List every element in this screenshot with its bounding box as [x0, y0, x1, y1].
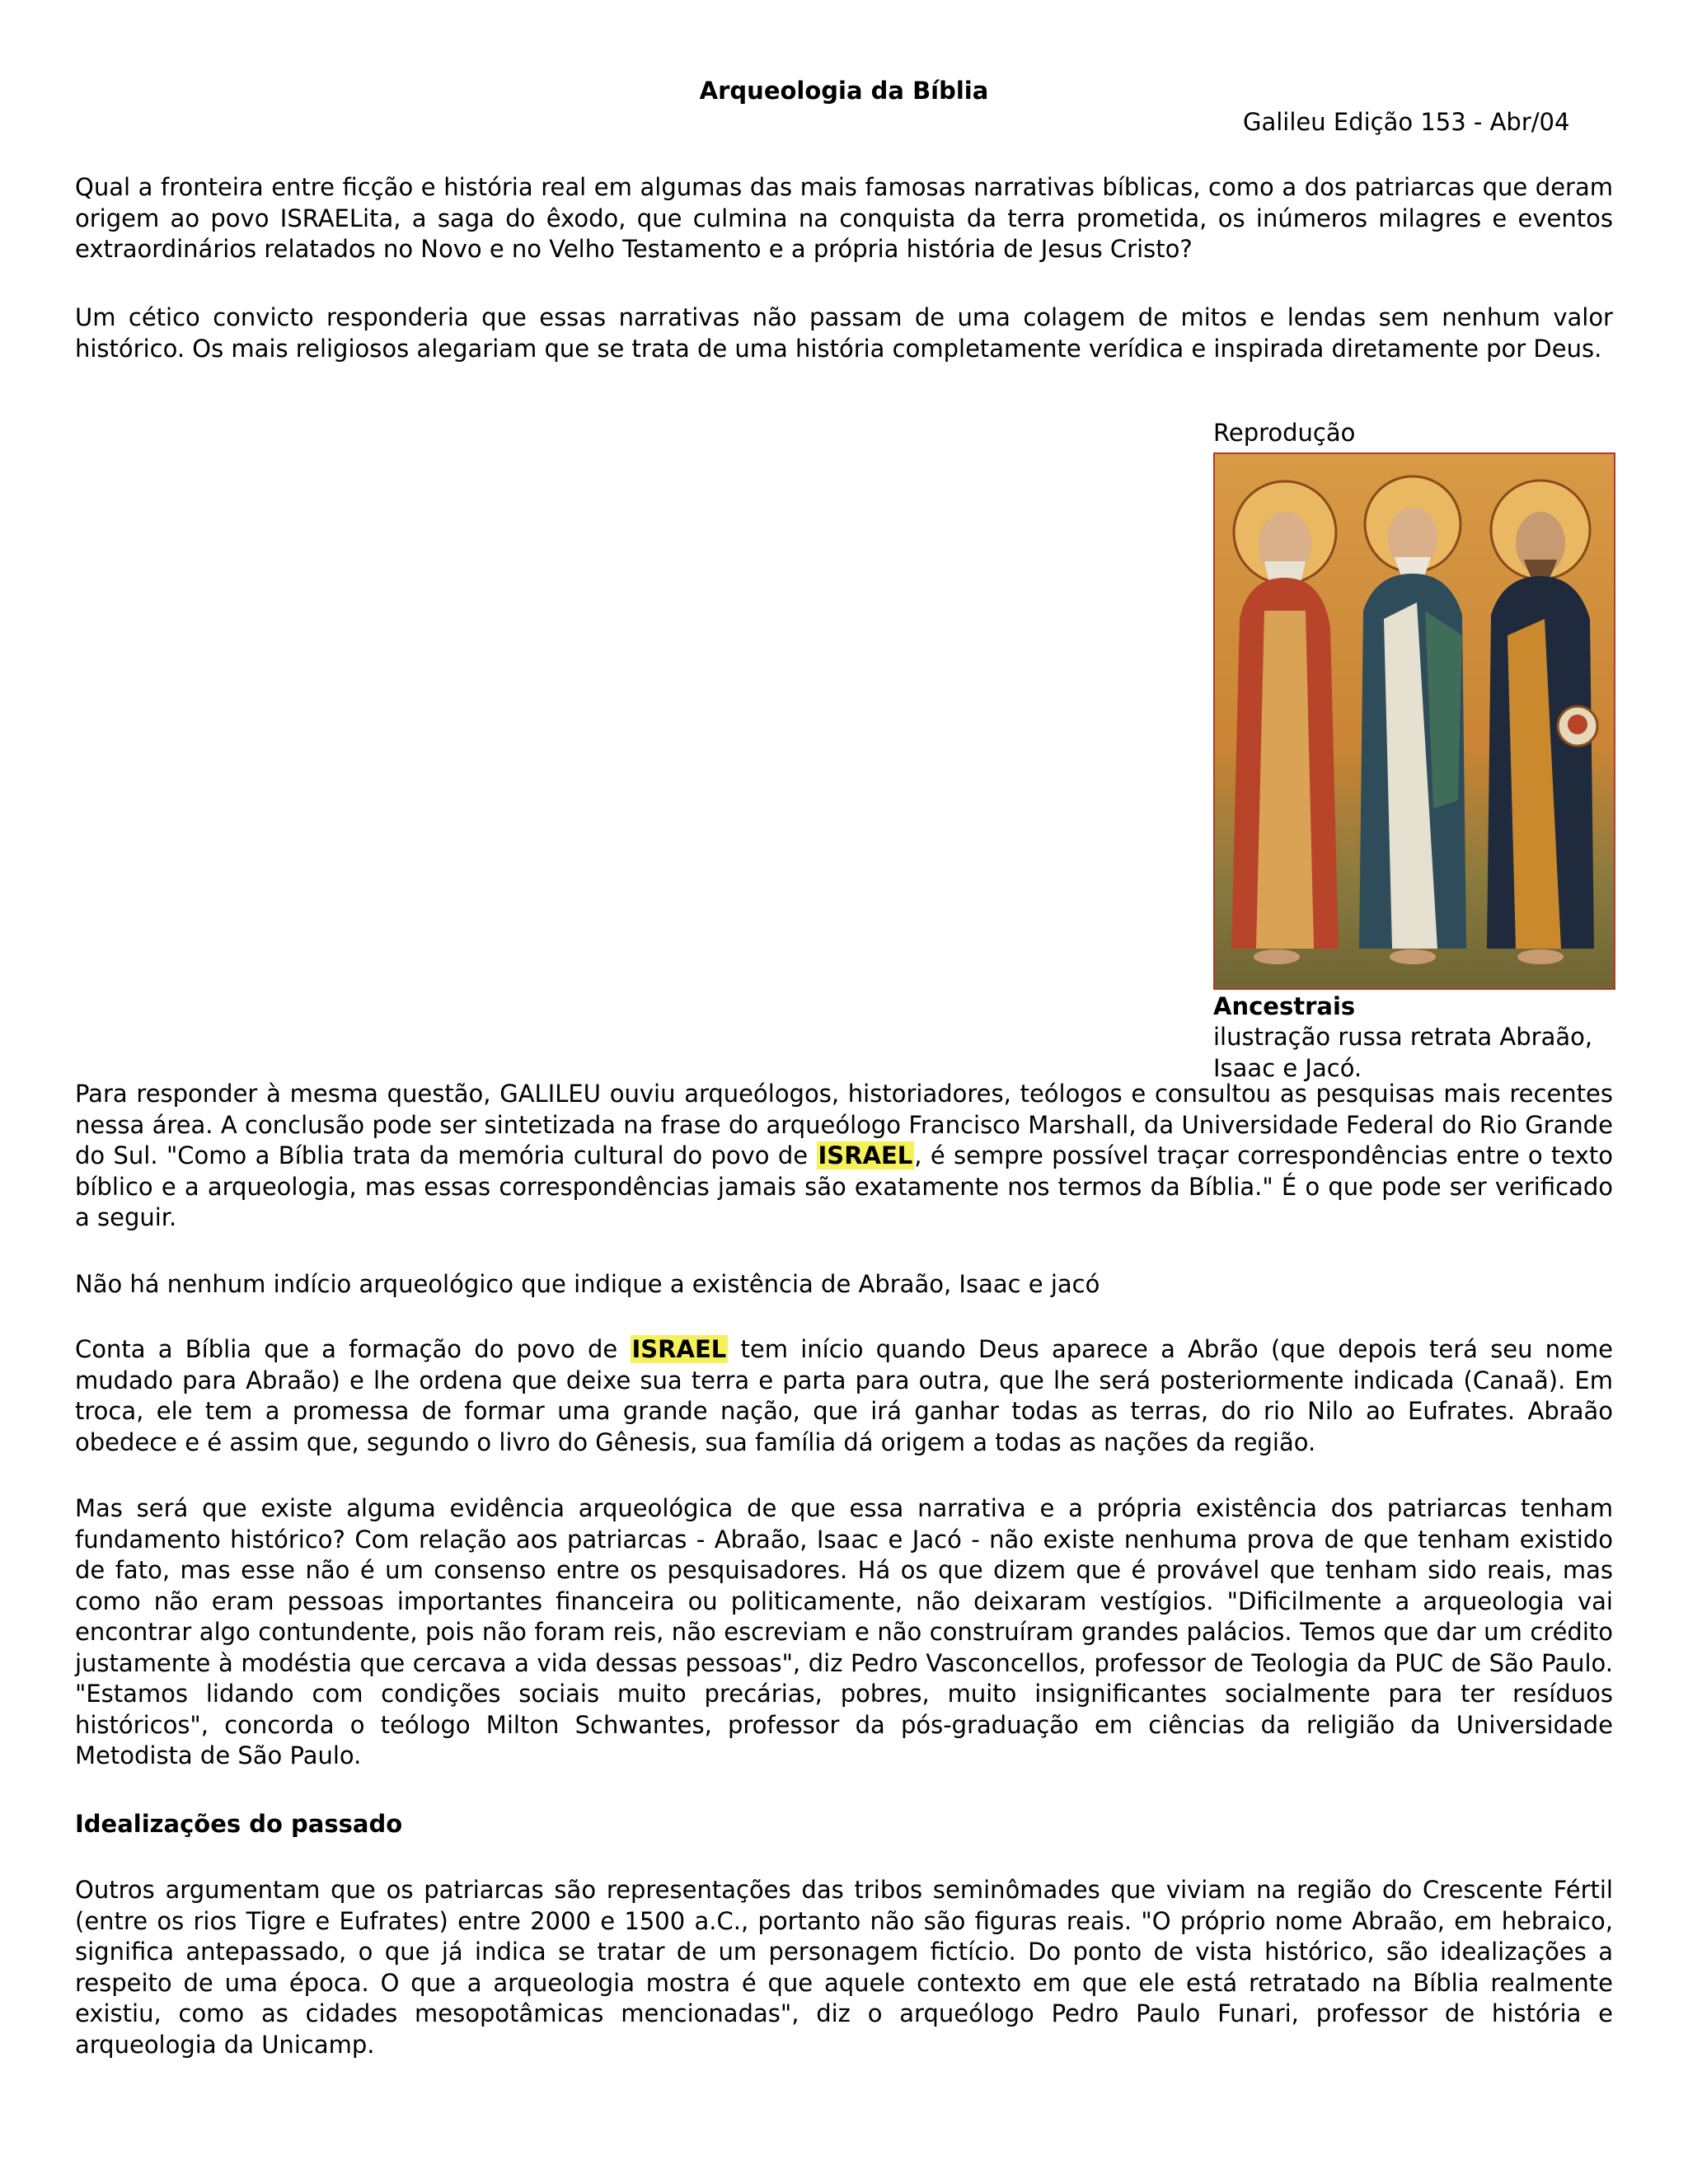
document-title: Arqueologia da Bíblia — [699, 77, 989, 105]
figure-caption-text: ilustração russa retrata Abraão, Isaac e Jacó. — [1213, 1023, 1593, 1082]
paragraph-skeptic: Um cético convicto responderia que essas narrativas não passam de uma colagem de mitos e lendas sem nenhum valor histórico. Os mais religiosos alegariam que se trata de uma história completamente verídica e inspirada diretamente por Deus. — [75, 303, 1613, 363]
subheading: Idealizações do passado — [75, 1810, 403, 1838]
paragraph-text: tem início quando Deus aparece a Abrão (que depois terá seu nome mudado para Abraão) e lhe ordena que deixe sua terra e parta para outra, que lhe será posteriormente indicada (Canaã). Em troca, ele tem a promessa de formar uma grande nação, que irá ganhar todas as terras, do rio Nilo ao Eufrates. Abraão obedece e é assim que, segundo o livro do Gênesis, sua família dá origem a todas as nações da região. — [75, 1335, 1613, 1456]
paragraph-genesis — [75, 1334, 1613, 1458]
icon-painting-three-patriarchs — [1213, 452, 1615, 990]
paragraph-text: , é sempre possível traçar correspondências entre o texto bíblico e a arqueologia, mas essas correspondências jamais são exatamente nos termos da Bíblia." É o que pode ser verificado a seguir. — [75, 1141, 1613, 1231]
paragraph-evidence: Mas será que existe alguma evidência arqueológica de que essa narrativa e a própria existência dos patriarcas tenham fundamento histórico? Com relação aos patriarcas - Abraão, Isaac e Jacó - não existe nenhuma prova de que tenham existido de fato, mas esse não é um consenso entre os pesquisadores. Há os que dizem que é provável que tenham sido reais, mas como não eram pessoas importantes financeira ou politicamente, não deixaram vestígios. "Dificilmente a arqueologia vai encontrar algo contundente, pois não foram reis, não escreviam e não construíram grandes palácios. Temos que dar um crédito justamente à modéstia que cercava a vida dessas pessoas", diz Pedro Vasconcellos, professor de Teologia da PUC de São Paulo. "Estamos lidando com condições sociais muito precárias, pobres, muito insignificantes socialmente para ter resíduos históricos", concorda o teólogo Milton Schwantes, professor da pós-graduação em ciências da religião da Universidade Metodista de São Paulo. — [75, 1494, 1613, 1769]
figure-credit: Reprodução — [1213, 419, 1356, 447]
paragraph-text: Para responder à mesma questão, GALILEU ouviu arqueólogos, historiadores, teólogos e consultou as pesquisas mais recentes nessa área. A conclusão pode ser sintetizada na frase do arqueólogo Francisco Marshall, da Universidade Federal do Rio Grande do Sul. "Como a Bíblia trata da memória cultural do povo de — [75, 1080, 1613, 1169]
paragraph-idealizations: Outros argumentam que os patriarcas são representações das tribos seminômades que viviam na região do Crescente Fértil (entre os rios Tigre e Eufrates) entre 2000 e 1500 a.C., portanto não são figuras reais. "O próprio nome Abraão, em hebraico, significa antepassado, o que já indica se tratar de um personagem fictício. Do ponto de vista histórico, são idealizações a respeito de uma época. O que a arqueologia mostra é que aquele contexto em que ele está retratado na Bíblia realmente existiu, como as cidades mesopotâmicas mencionadas", diz o arqueólogo Pedro Paulo Funari, professor de história e arqueologia da Unicamp. — [75, 1876, 1613, 2059]
figure-caption-title: Ancestrais — [1213, 991, 1356, 1020]
figure-ancestors — [1213, 418, 1625, 1084]
paragraph-galileu-research — [75, 1079, 1613, 1234]
highlighted-term: ISRAEL — [631, 1335, 727, 1363]
publication-source: Galileu Edição 153 - Abr/04 — [1243, 108, 1570, 136]
paragraph-text: Conta a Bíblia que a formação do povo de — [75, 1335, 631, 1363]
paragraph-no-evidence: Não há nenhum indício arqueológico que indique a existência de Abraão, Isaac e jacó — [75, 1270, 1100, 1298]
paragraph-intro: Qual a fronteira entre ficção e história real em algumas das mais famosas narrativas bíblicas, como a dos patriarcas que deram origem ao povo ISRAELita, a saga do êxodo, que culmina na conquista da terra prometida, os inúmeros milagres e eventos extraordinários relatados no Novo e no Velho Testamento e a própria história de Jesus Cristo? — [75, 173, 1613, 263]
highlighted-term: ISRAEL — [818, 1141, 913, 1169]
